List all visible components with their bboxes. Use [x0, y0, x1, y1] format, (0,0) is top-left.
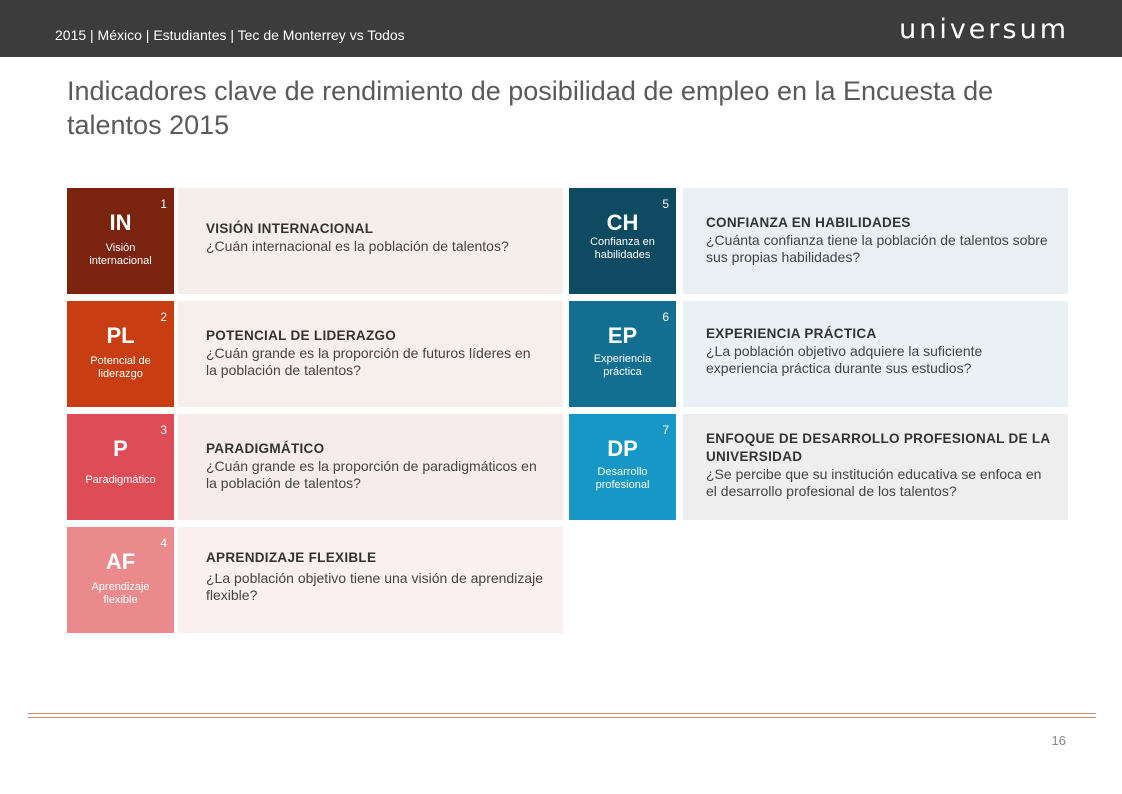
indicator-code: P	[113, 436, 128, 461]
indicator-card-ch	[683, 188, 1068, 294]
indicator-badge-pl	[67, 301, 174, 407]
indicator-name: Aprendizaje flexible	[91, 581, 150, 606]
indicator-card-in	[178, 188, 563, 294]
indicator-question: ¿Cuán grande es la proporción de futuros líderes en la población de talentos?	[206, 345, 531, 378]
indicator-code: EP	[607, 323, 638, 348]
indicator-question: ¿Cuán internacional es la población de talentos?	[206, 238, 509, 254]
indicator-badge-ep	[569, 301, 676, 407]
brand-logo: universum	[899, 14, 1069, 45]
indicator-heading: PARADIGMÁTICO	[206, 441, 325, 456]
indicator-badge-p	[67, 414, 174, 520]
indicator-name: Visión internacional	[89, 242, 152, 267]
indicator-number: 7	[662, 423, 669, 437]
indicator-card-af	[178, 527, 563, 633]
indicator-heading: APRENDIZAJE FLEXIBLE	[206, 550, 377, 565]
indicator-code: AF	[105, 549, 136, 574]
indicator-number: 3	[160, 423, 167, 437]
indicator-code: DP	[607, 436, 638, 461]
page-title: Indicadores clave de rendimiento de posibilidad de empleo en la Encuesta de talentos 2015	[67, 76, 994, 140]
indicator-name: Potencial de liderazgo	[90, 355, 151, 380]
indicator-number: 5	[662, 197, 669, 211]
indicator-name: Paradigmático	[85, 474, 156, 486]
indicator-card-dp	[683, 414, 1068, 520]
indicator-badge-ch	[569, 188, 676, 294]
header-bar	[0, 0, 1122, 57]
indicator-heading: ENFOQUE DE DESARROLLO PROFESIONAL DE LA UNIVERSIDAD	[706, 431, 1050, 464]
header-subtitle: 2015 | México | Estudiantes | Tec de Monterrey vs Todos	[55, 27, 405, 43]
indicator-number: 2	[160, 310, 167, 324]
indicator-code: IN	[109, 210, 132, 235]
footer-divider	[28, 717, 1096, 718]
indicator-badge-in	[67, 188, 174, 294]
indicator-heading: VISIÓN INTERNACIONAL	[206, 221, 374, 236]
indicator-question: ¿Se percibe que su institución educativa se enfoca en el desarrollo profesional de los talentos?	[706, 466, 1042, 499]
indicator-badge-af	[67, 527, 174, 633]
indicator-card-p	[178, 414, 563, 520]
indicator-number: 1	[160, 197, 167, 211]
indicator-heading: EXPERIENCIA PRÁCTICA	[706, 326, 877, 341]
page-number: 16	[1051, 733, 1066, 748]
footer-divider	[28, 713, 1096, 714]
indicator-code: PL	[106, 323, 135, 348]
indicator-heading: CONFIANZA EN HABILIDADES	[706, 215, 911, 230]
indicator-name: Desarrollo profesional	[595, 466, 650, 491]
indicator-question: ¿La población objetivo tiene una visión de aprendizaje flexible?	[206, 570, 544, 603]
indicator-number: 4	[160, 536, 167, 550]
indicator-question: ¿La población objetivo adquiere la suficiente experiencia práctica durante sus estudios?	[706, 343, 983, 376]
indicator-card-ep	[683, 301, 1068, 407]
indicator-badge-dp	[569, 414, 676, 520]
indicator-name: Confianza en habilidades	[590, 236, 655, 261]
indicator-name: Experiencia práctica	[593, 353, 652, 378]
indicator-code: CH	[606, 210, 639, 235]
indicator-question: ¿Cuán grande es la proporción de paradigmáticos en la población de talentos?	[206, 458, 537, 491]
indicator-heading: POTENCIAL DE LIDERAZGO	[206, 328, 397, 343]
indicator-question: ¿Cuánta confianza tiene la población de talentos sobre sus propias habilidades?	[706, 232, 1048, 265]
indicator-card-pl	[178, 301, 563, 407]
indicator-number: 6	[662, 310, 669, 324]
